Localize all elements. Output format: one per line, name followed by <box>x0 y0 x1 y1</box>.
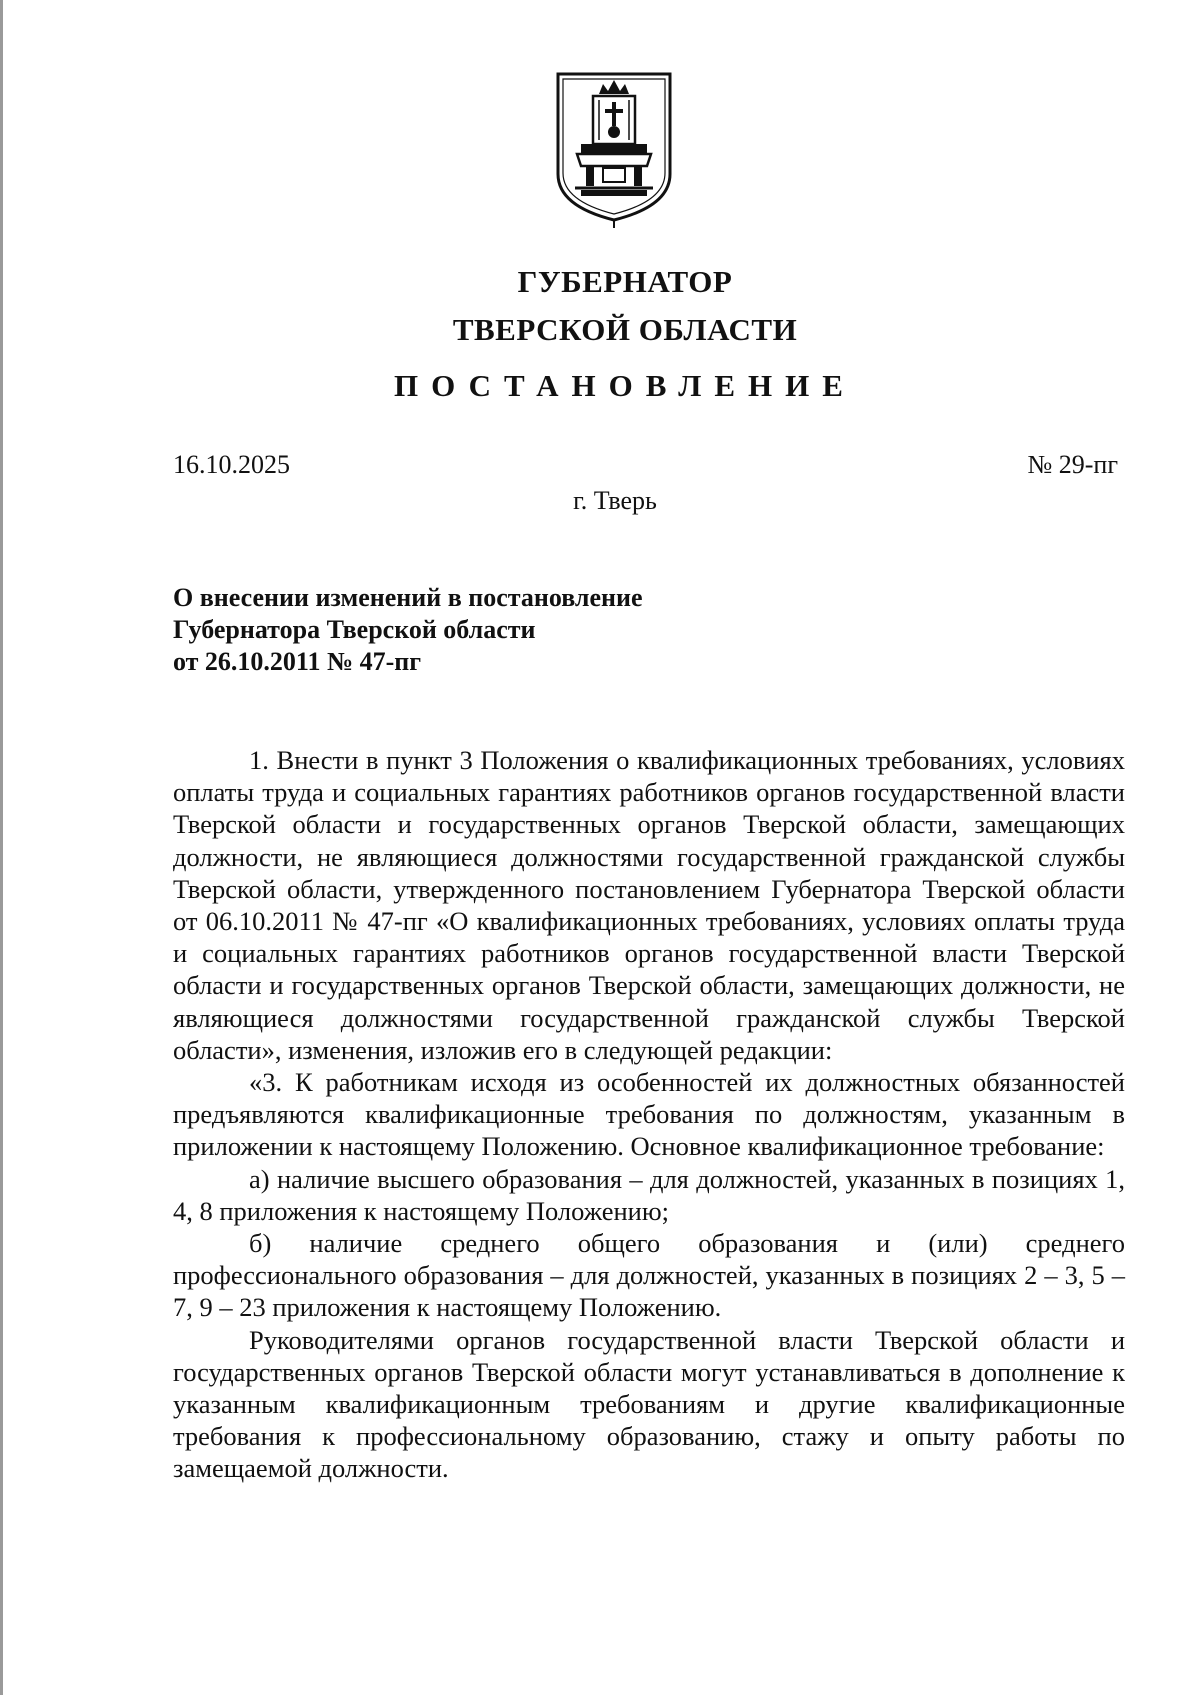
authority-title <box>0 258 1200 354</box>
scan-edge <box>0 0 3 1695</box>
subject-line-1: О внесении изменений в постановление <box>173 583 643 612</box>
body-paragraph-1: 1. Внести в пункт 3 Положения о квалификационных требованиях, условиях оплаты труда и социальных гарантиях работников органов государственной власти Тверской области и государственных органов Тверской области, замещающих должности, не являющиеся должностями государственной гражданской службы Тверской области, утвержденного постановлением Губернатора Тверской области от 06.10.2011 № 47-пг «О квалификационных требованиях, условиях оплаты труда и социальных гарантиях работников органов государственной власти Тверской области и государственных органов Тверской области, замещающих должности, не являющиеся должностями государственной гражданской службы Тверской области», изменения, изложив его в следующей редакции: <box>173 745 1125 1065</box>
document-body <box>173 744 1125 1485</box>
authority-line-2: ТВЕРСКОЙ ОБЛАСТИ <box>452 312 798 347</box>
body-paragraph-3: а) наличие высшего образования – для должностей, указанных в позициях 1, 4, 8 приложения к настоящему Положению; <box>173 1163 1125 1226</box>
document-city: г. Тверь <box>573 486 657 515</box>
document-number: № 29-пг <box>1027 450 1118 479</box>
subject-line-3: от 26.10.2011 № 47-пг <box>173 647 422 676</box>
authority-line-1: ГУБЕРНАТОР <box>517 264 733 299</box>
document-date: 16.10.2025 <box>173 450 290 479</box>
coat-of-arms-emblem <box>553 70 675 230</box>
body-paragraph-4: б) наличие среднего общего образования и (или) среднего профессионального образования – для должностей, указанных в позициях 2 – 3, 5 – 7, 9 – 23 приложения к настоящему Положению. <box>173 1228 1125 1323</box>
subject-line-2: Губернатора Тверской области <box>173 615 536 644</box>
document-type: ПОСТАНОВЛЕНИЕ <box>394 368 856 403</box>
body-paragraph-2: «3. К работникам исходя из особенностей их должностных обязанностей предъявляются квалификационные требования по должностям, указанным в приложении к настоящему Положению. Основное квалификационное требование: <box>173 1067 1125 1162</box>
document-subject <box>173 582 643 678</box>
body-paragraph-5: Руководителями органов государственной власти Тверской области и государственных органов Тверской области могут устанавливаться в дополнение к указанным квалификационным требованиям и другие квалификационные требования к профессиональному образованию, стажу и опыту работы по замещаемой должности. <box>173 1324 1125 1484</box>
